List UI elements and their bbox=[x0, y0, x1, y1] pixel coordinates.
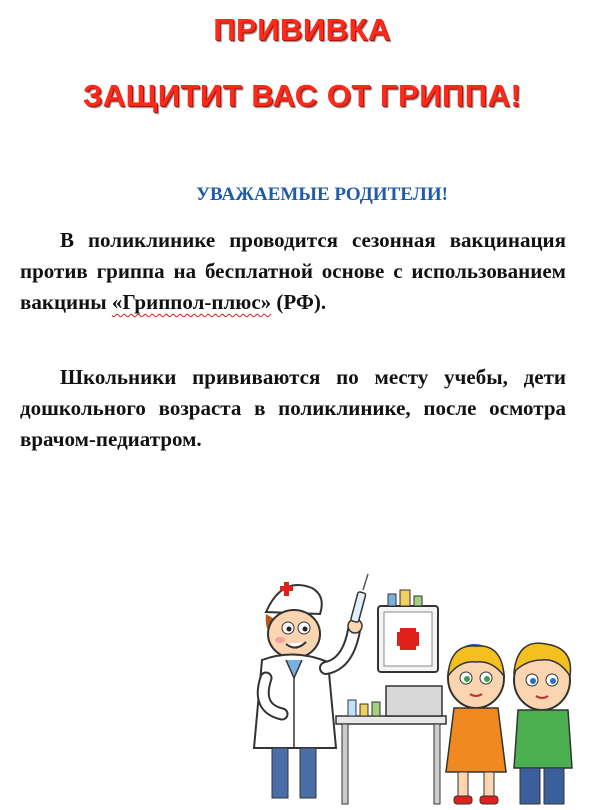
doctor-figure bbox=[254, 574, 368, 798]
medicine-cabinet bbox=[378, 590, 438, 672]
poster-title-line-2: ЗАЩИТИТ ВАС ОТ ГРИППА! bbox=[82, 78, 522, 113]
medical-table bbox=[336, 686, 446, 804]
doctor-with-children-illustration bbox=[236, 568, 604, 810]
paragraph-text-before: В поликлинике проводится сезонная вакцинация против гриппа на бесплатной основе с использованием вакцины bbox=[20, 228, 566, 314]
schoolchildren-info-paragraph: Школьники прививаются по месту учебы, дети дошкольного возраста в поликлинике, после осмотра врачом-педиатром. bbox=[20, 365, 566, 451]
paragraph-text-after: (РФ). bbox=[271, 290, 327, 314]
vaccination-info-paragraph bbox=[20, 225, 566, 318]
poster-title-line-1: ПРИВИВКА bbox=[213, 12, 391, 47]
boy-figure bbox=[514, 643, 572, 804]
vaccine-name: «Гриппол-плюс» bbox=[111, 290, 272, 314]
girl-figure bbox=[446, 644, 506, 804]
greeting-heading: УВАЖАЕМЫЕ РОДИТЕЛИ! bbox=[196, 184, 448, 205]
